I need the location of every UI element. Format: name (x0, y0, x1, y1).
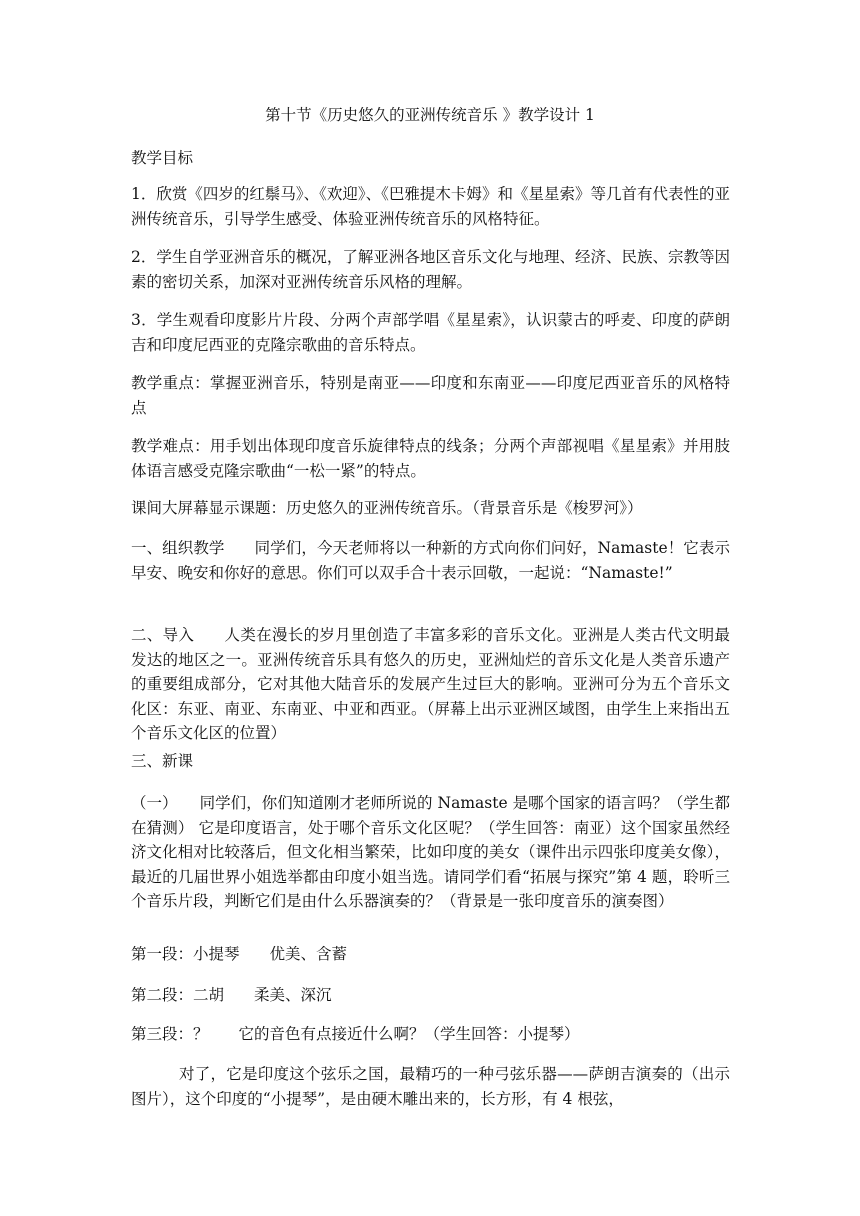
segment-label: 第二段：二胡 (131, 986, 225, 1004)
segment-2 (131, 983, 730, 1008)
screen-intro: 课间大屏幕显示课题：历史悠久的亚洲传统音乐。（背景音乐是《梭罗河》） (131, 499, 643, 517)
section-organize-teaching (131, 536, 730, 585)
segment-1 (131, 942, 730, 967)
closing-paragraph: 对了，它是印度这个弦乐之国，最精巧的一种弓弦乐器——萨朗吉演奏的（出示图片），这个印度的“小提琴”，是由硬木雕出来的，长方形，有 4 根弦， (131, 1065, 730, 1108)
segment-desc: 优美、含蓄 (269, 945, 348, 963)
part-label: （一） (131, 794, 178, 812)
goal-item-1: 1．欣赏《四岁的红鬃马》、《欢迎》、《巴雅提木卡姆》和《星星索》等几首有代表性的亚洲传统音乐，引导学生感受、体验亚洲传统音乐的风格特征。 (131, 185, 730, 228)
section-label: 一、组织教学 (131, 539, 225, 557)
teaching-difficulties: 教学难点：用手划出体现印度音乐旋律特点的线条；分两个声部视唱《星星索》并用肢体语言感受克隆宗歌曲“一松一紧”的特点。 (131, 437, 730, 480)
segment-label: 第三段：？ (131, 1025, 209, 1043)
segment-label: 第一段：小提琴 (131, 945, 240, 963)
teaching-key-points: 教学重点：掌握亚洲音乐，特别是南亚——印度和东南亚——印度尼西亚音乐的风格特点 (131, 374, 730, 417)
goal-item-2: 2．学生自学亚洲音乐的概况，了解亚洲各地区音乐文化与地理、经济、民族、宗教等因素的密切关系，加深对亚洲传统音乐风格的理解。 (131, 248, 730, 291)
heading-teaching-goals: 教学目标 (131, 149, 194, 167)
segment-3 (131, 1022, 730, 1047)
section-new-lesson: 三、新课 (131, 752, 194, 770)
section-introduction (131, 623, 730, 746)
section-label: 二、导入 (131, 626, 195, 644)
segment-desc: 它的音色有点接近什么啊？（学生回答：小提琴） (238, 1025, 580, 1043)
section-text: 同学们，今天老师将以一种新的方式向你们问好，Namaste！它表示早安、晚安和你好的意思。你们可以双手合十表示回敬，一起说：“Namaste!” (131, 539, 730, 582)
part-text: 同学们，你们知道刚才老师所说的 Namaste 是哪个国家的语言吗？（学生都在猜测） 它是印度语言，处于哪个音乐文化区呢？（学生回答：南亚）这个国家虽然经济文化相对比较落后，但文化相当繁荣，比如印度的美女（课件出示四张印度美女像），最近的几届世界小姐选举都由印度小姐当选。请同学们看“拓展与探究”第 4 题，聆听三个音乐片段，判断它们是由什么乐器演奏的？（背景是一张印度音乐的演奏图） (131, 794, 730, 910)
section-text: 人类在漫长的岁月里创造了丰富多彩的音乐文化。亚洲是人类古代文明最发达的地区之一。亚洲传统音乐具有悠久的历史，亚洲灿烂的音乐文化是人类音乐遗产的重要组成部分，它对其他大陆音乐的发展产生过巨大的影响。亚洲可分为五个音乐文化区：东亚、南亚、东南亚、中亚和西亚。（屏幕上出示亚洲区域图，由学生上来指出五个音乐文化区的位置） (131, 626, 730, 742)
part-one (131, 791, 730, 914)
goal-item-3: 3．学生观看印度影片片段、分两个声部学唱《星星索》，认识蒙古的呼麦、印度的萨朗吉和印度尼西亚的克隆宗歌曲的音乐特点。 (131, 311, 730, 354)
segment-desc: 柔美、深沉 (254, 986, 332, 1004)
document-title: 第十节《历史悠久的亚洲传统音乐 》教学设计 1 (265, 106, 595, 124)
